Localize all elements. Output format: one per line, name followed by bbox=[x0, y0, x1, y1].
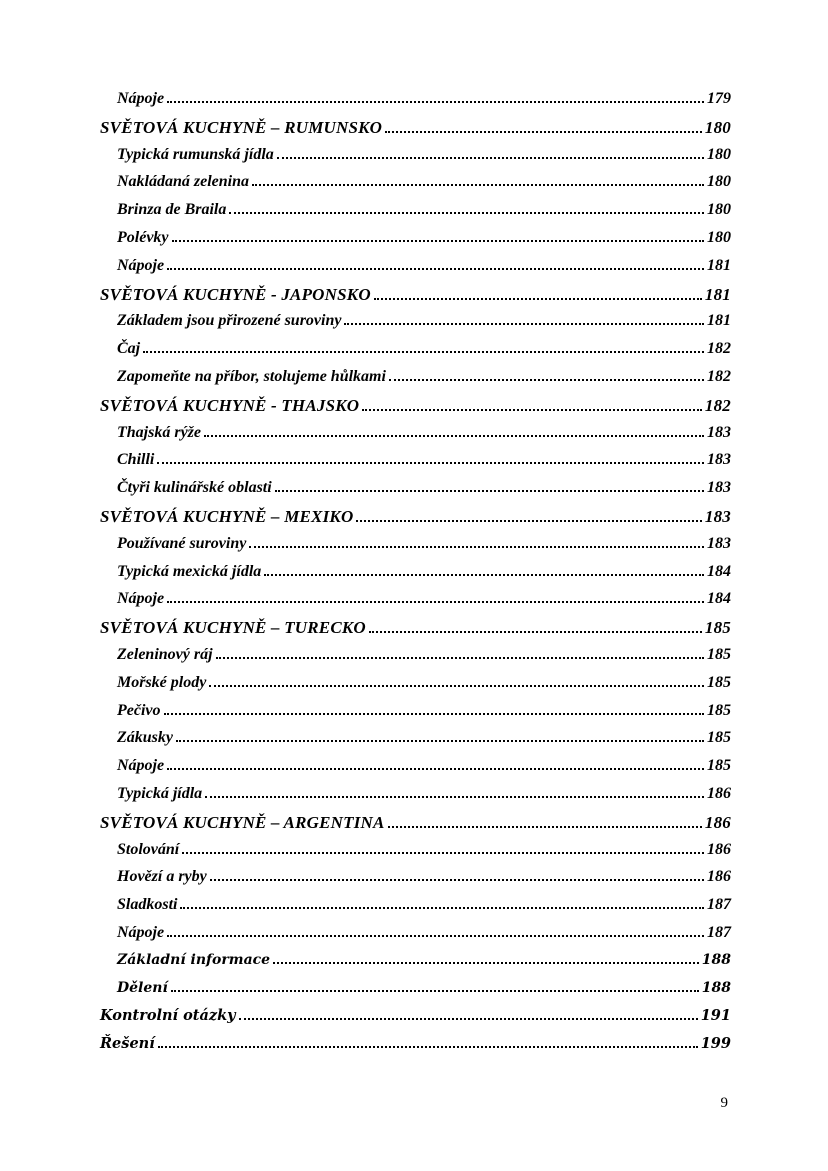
toc-entry-page: 180 bbox=[707, 145, 731, 163]
toc-entry-label: Chilli bbox=[117, 451, 155, 469]
toc-entry bbox=[100, 507, 731, 535]
toc-entry bbox=[100, 229, 731, 257]
toc-dot-leader bbox=[157, 462, 704, 464]
page-number: 9 bbox=[720, 1095, 728, 1111]
toc-entry bbox=[100, 813, 731, 841]
toc-entry-page: 183 bbox=[704, 506, 731, 526]
toc-entry bbox=[100, 757, 731, 785]
toc-entry-label: Zapomeňte na příbor, stolujeme hůlkami bbox=[117, 367, 386, 385]
toc-entry-page: 186 bbox=[704, 812, 731, 832]
toc-entry bbox=[100, 479, 731, 507]
toc-entry-page: 185 bbox=[707, 701, 731, 719]
toc-dot-leader bbox=[344, 323, 704, 325]
toc-entry-label: Nápoje bbox=[117, 90, 165, 107]
toc-entry bbox=[100, 729, 731, 757]
toc-entry bbox=[100, 90, 731, 118]
toc-entry-label: Řešení bbox=[100, 1035, 155, 1053]
toc-dot-leader bbox=[369, 631, 702, 633]
toc-entry-page: 184 bbox=[707, 590, 731, 608]
toc-entry-label: Typická rumunská jídla bbox=[117, 145, 274, 163]
toc-dot-leader bbox=[252, 184, 704, 186]
toc-entry-page: 180 bbox=[707, 173, 731, 191]
toc-entry-label: Nakládaná zelenina bbox=[117, 173, 250, 191]
toc-entry-label: Používané suroviny bbox=[117, 534, 247, 552]
toc-dot-leader bbox=[205, 796, 704, 798]
toc-entry-page: 187 bbox=[707, 923, 731, 941]
toc-entry-label: Nápoje bbox=[117, 256, 165, 274]
toc-entry-label: Brinza de Braila bbox=[117, 201, 227, 219]
toc-entry-page: 179 bbox=[707, 90, 731, 107]
toc-entry-label: Nápoje bbox=[117, 923, 165, 941]
toc-entry bbox=[100, 952, 731, 980]
toc-dot-leader bbox=[216, 657, 704, 659]
toc-entry-label: Základem jsou přirozené suroviny bbox=[117, 312, 342, 330]
toc-entry-page: 186 bbox=[707, 868, 731, 886]
toc-entry-label: SVĚTOVÁ KUCHYNĚ - THAJSKO bbox=[100, 395, 360, 415]
toc-entry-label: Dělení bbox=[117, 979, 168, 996]
toc-entry-label: Sladkosti bbox=[117, 896, 178, 914]
toc-entry bbox=[100, 618, 731, 646]
toc-entry bbox=[100, 646, 731, 674]
toc-entry-label: SVĚTOVÁ KUCHYNĚ – TURECKO bbox=[100, 618, 366, 638]
toc-dot-leader bbox=[210, 879, 704, 881]
toc-entry bbox=[100, 118, 731, 146]
toc-dot-leader bbox=[388, 826, 702, 828]
toc-entry bbox=[100, 563, 731, 591]
toc-entry-label: Pečivo bbox=[117, 701, 161, 719]
toc-entry bbox=[100, 257, 731, 285]
toc-entry-page: 183 bbox=[707, 534, 731, 552]
toc-entry-page: 187 bbox=[707, 896, 731, 914]
toc-entry-page: 185 bbox=[704, 618, 731, 638]
toc-entry bbox=[100, 868, 731, 896]
toc-entry bbox=[100, 590, 731, 618]
toc-entry-label: Stolování bbox=[117, 840, 180, 858]
toc-entry-page: 191 bbox=[700, 1007, 731, 1025]
toc-dot-leader bbox=[273, 962, 699, 964]
toc-entry-page: 185 bbox=[707, 645, 731, 663]
toc-entry-label: Zákusky bbox=[117, 729, 173, 747]
toc-entry-page: 184 bbox=[707, 562, 731, 580]
toc-dot-leader bbox=[385, 131, 702, 133]
toc-entry-label: SVĚTOVÁ KUCHYNĚ - JAPONSKO bbox=[100, 284, 371, 304]
toc-list bbox=[100, 90, 731, 1063]
toc-entry-label: SVĚTOVÁ KUCHYNĚ – ARGENTINA bbox=[100, 812, 385, 832]
toc-entry-page: 185 bbox=[707, 673, 731, 691]
toc-entry-page: 199 bbox=[700, 1035, 731, 1053]
toc-dot-leader bbox=[172, 240, 704, 242]
toc-entry-page: 182 bbox=[707, 340, 731, 358]
toc-entry-page: 181 bbox=[707, 312, 731, 330]
toc-dot-leader bbox=[374, 298, 702, 300]
toc-dot-leader bbox=[167, 768, 704, 770]
toc-dot-leader bbox=[167, 601, 704, 603]
toc-entry bbox=[100, 285, 731, 313]
toc-entry-page: 185 bbox=[707, 757, 731, 775]
toc-entry bbox=[100, 785, 731, 813]
toc-dot-leader bbox=[182, 852, 704, 854]
toc-entry bbox=[100, 924, 731, 952]
toc-entry-label: SVĚTOVÁ KUCHYNĚ – MEXIKO bbox=[100, 506, 354, 526]
toc-entry-label: Kontrolní otázky bbox=[100, 1007, 236, 1025]
toc-entry bbox=[100, 535, 731, 563]
toc-entry-page: 181 bbox=[704, 284, 731, 304]
toc-dot-leader bbox=[229, 212, 704, 214]
toc-entry-label: Základní informace bbox=[117, 951, 271, 968]
toc-dot-leader bbox=[167, 268, 704, 270]
toc-entry bbox=[100, 173, 731, 201]
toc-entry-page: 183 bbox=[707, 451, 731, 469]
toc-entry-label: SVĚTOVÁ KUCHYNĚ – RUMUNSKO bbox=[100, 117, 383, 137]
toc-entry bbox=[100, 312, 731, 340]
toc-entry bbox=[100, 451, 731, 479]
toc-entry bbox=[100, 396, 731, 424]
toc-entry bbox=[100, 340, 731, 368]
toc-dot-leader bbox=[275, 490, 704, 492]
toc-entry-label: Čtyři kulinářské oblasti bbox=[117, 479, 272, 497]
toc-dot-leader bbox=[356, 520, 701, 522]
toc-entry-page: 182 bbox=[707, 367, 731, 385]
toc-entry-label: Nápoje bbox=[117, 590, 165, 608]
toc-entry-label: Typická jídla bbox=[117, 784, 203, 802]
toc-entry bbox=[100, 841, 731, 869]
toc-dot-leader bbox=[389, 379, 704, 381]
toc-dot-leader bbox=[176, 740, 704, 742]
toc-dot-leader bbox=[249, 546, 704, 548]
toc-entry bbox=[100, 368, 731, 396]
toc-entry-page: 188 bbox=[701, 979, 731, 996]
toc-entry bbox=[100, 896, 731, 924]
toc-entry-page: 180 bbox=[707, 228, 731, 246]
toc-entry-label: Hovězí a ryby bbox=[117, 868, 207, 886]
toc-entry-page: 183 bbox=[707, 423, 731, 441]
toc-entry bbox=[100, 674, 731, 702]
toc-dot-leader bbox=[143, 351, 704, 353]
toc-dot-leader bbox=[277, 157, 704, 159]
toc-dot-leader bbox=[204, 435, 704, 437]
toc-entry bbox=[100, 424, 731, 452]
toc-dot-leader bbox=[164, 713, 704, 715]
toc-entry-page: 182 bbox=[704, 395, 731, 415]
toc-entry-page: 180 bbox=[704, 117, 731, 137]
toc-entry-page: 188 bbox=[701, 951, 731, 968]
toc-entry-page: 181 bbox=[707, 256, 731, 274]
toc-entry bbox=[100, 1035, 731, 1063]
toc-dot-leader bbox=[362, 409, 702, 411]
toc-entry-label: Zeleninový ráj bbox=[117, 645, 213, 663]
toc-dot-leader bbox=[239, 1018, 698, 1020]
toc-entry bbox=[100, 146, 731, 174]
toc-entry bbox=[100, 980, 731, 1008]
toc-dot-leader bbox=[167, 101, 704, 103]
toc-entry-page: 186 bbox=[707, 784, 731, 802]
toc-entry-page: 183 bbox=[707, 479, 731, 497]
toc-entry-label: Typická mexická jídla bbox=[117, 562, 262, 580]
toc-entry bbox=[100, 201, 731, 229]
toc-entry-label: Nápoje bbox=[117, 757, 165, 775]
toc-dot-leader bbox=[171, 990, 699, 992]
toc-entry-page: 180 bbox=[707, 201, 731, 219]
toc-entry-label: Thajská rýže bbox=[117, 423, 201, 441]
toc-dot-leader bbox=[158, 1046, 698, 1048]
toc-dot-leader bbox=[264, 574, 704, 576]
toc-entry-label: Čaj bbox=[117, 340, 141, 358]
toc-entry-page: 185 bbox=[707, 729, 731, 747]
toc-entry-label: Mořské plody bbox=[117, 673, 207, 691]
toc-entry bbox=[100, 1007, 731, 1035]
toc-dot-leader bbox=[167, 935, 704, 937]
toc-entry bbox=[100, 702, 731, 730]
toc-dot-leader bbox=[180, 907, 704, 909]
toc-dot-leader bbox=[209, 685, 704, 687]
toc-entry-label: Polévky bbox=[117, 228, 169, 246]
toc-entry-page: 186 bbox=[707, 840, 731, 858]
